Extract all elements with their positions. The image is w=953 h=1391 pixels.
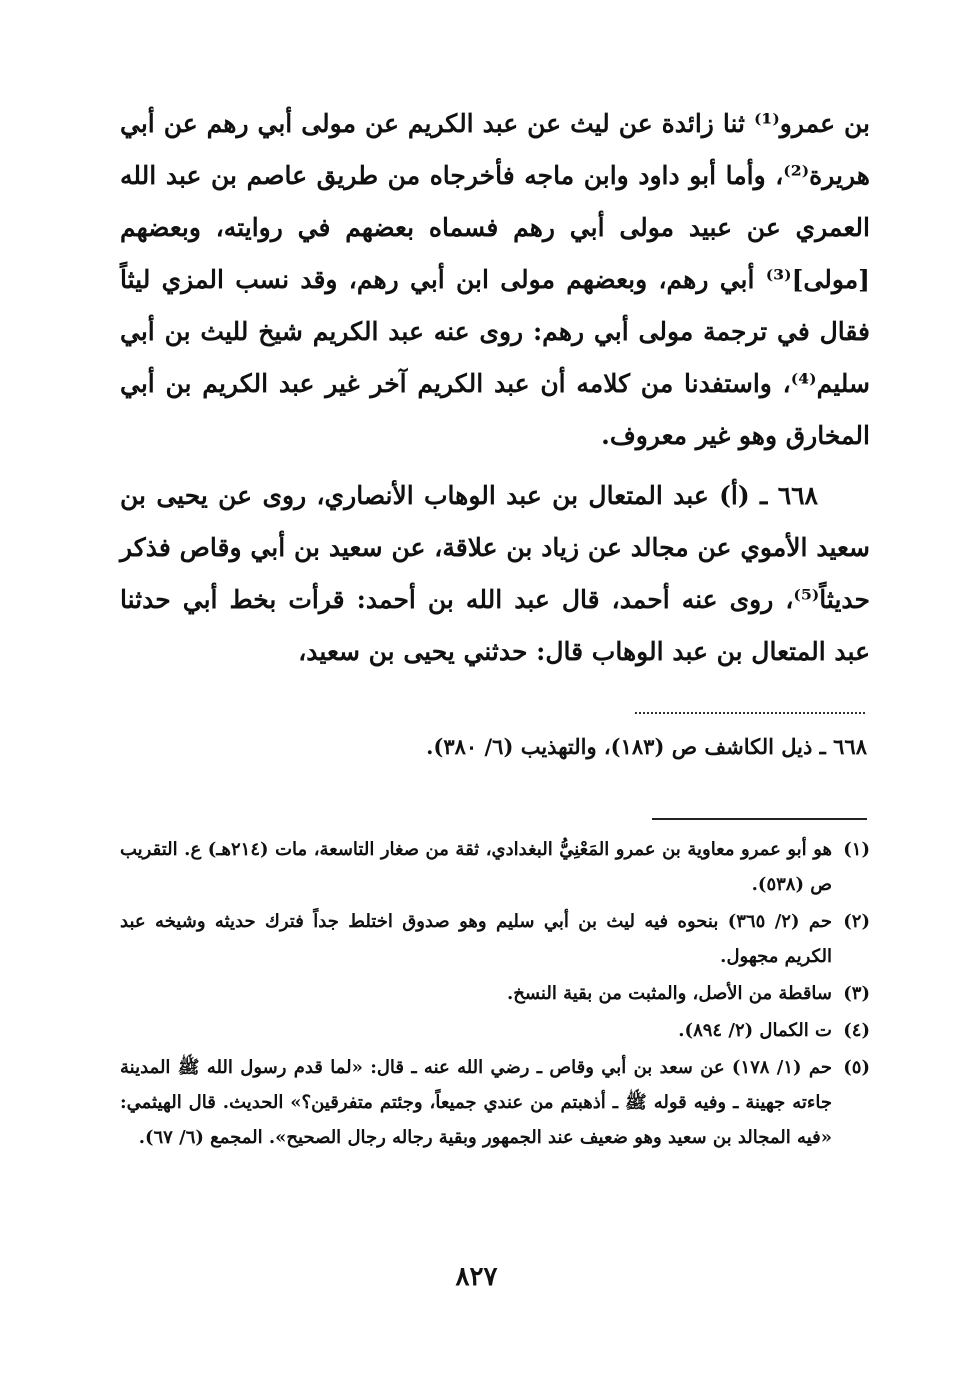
footnote-item [120,832,870,902]
footnote-text: حم (٢/ ٣٦٥) بنحوه فيه ليث بن أبي سليم وهو صدوق اختلط جداً فترك حديثه وشيخه عبد الكريم مجهول. [120,911,832,967]
footnote-item [120,904,870,974]
footnote-separator [652,818,867,820]
footnote-item [120,1013,870,1048]
footnote-number: (٤) [843,1020,870,1041]
entry-source-note: ٦٦٨ ـ ذيل الكاشف ص (١٨٣)، والتهذيب (٦/ ٣٨٠). [426,734,867,759]
footnote-text: ت الكمال (٢/ ٨٩٤). [678,1020,832,1041]
footnote-text: حم (١/ ١٧٨) عن سعد بن أبي وقاص ـ رضي الله عنه ـ قال: «لما قدم رسول الله ﷺ المدينة جاءته جهينة ـ وفيه قوله ﷺ ـ أذهبتم من عندي جميعاً، وجئتم متفرقين؟» الحديث. قال الهيثمي: «فيه المجالد بن سعيد وهو ضعيف عند الجمهور وبقية رجاله رجال الصحيح». المجمع (٦/ ٦٧). [120,1057,832,1148]
main-paragraph: بن عمرو⁽¹⁾ ثنا زائدة عن ليث عن عبد الكريم عن مولى أبي رهم عن أبي هريرة⁽²⁾، وأما أبو داود وابن ماجه فأخرجاه من طريق عاصم بن عبد الله العمري عن عبيد مولى أبي رهم فسماه بعضهم في روايته، وبعضهم [مولى]⁽³⁾ أبي رهم، وبعضهم مولى ابن أبي رهم، وقد نسب المزي ليثاً فقال في ترجمة مولى أبي رهم: روى عنه عبد الكريم شيخ لليث بن أبي سليم⁽⁴⁾، واستفدنا من كلامه أن عبد الكريم آخر غير عبد الكريم بن أبي المخارق وهو غير معروف. [120,109,870,450]
footnote-number: (٣) [843,983,870,1004]
footnote-text: ساقطة من الأصل، والمثبت من بقية النسخ. [506,983,832,1004]
footnote-item [120,1050,870,1155]
footnote-item [120,976,870,1011]
dotted-separator [635,700,865,714]
page-number: ٨٢٧ [455,1262,498,1292]
footnote-number: (١) [843,839,870,860]
footnote-number: (٢) [843,911,870,932]
footnotes-section [120,832,870,1157]
footnote-number: (٥) [843,1057,870,1078]
footnote-text: هو أبو عمرو معاوية بن عمرو المَعْنِيُّ البغدادي، ثقة من صغار التاسعة، مات (٢١٤هـ) ع. التقريب ص (٥٣٨). [120,839,832,895]
biography-entry-668: ٦٦٨ ـ (أ) عبد المتعال بن عبد الوهاب الأنصاري، روى عن يحيى بن سعيد الأموي عن مجالد عن زياد بن علاقة، عن سعيد بن أبي وقاص فذكر حديثاً⁽⁵⁾، روى عنه أحمد، قال عبد الله بن أحمد: قرأت بخط أبي حدثنا عبد المتعال بن عبد الوهاب قال: حدثني يحيى بن سعيد، [120,481,870,666]
main-text-body [120,98,870,678]
